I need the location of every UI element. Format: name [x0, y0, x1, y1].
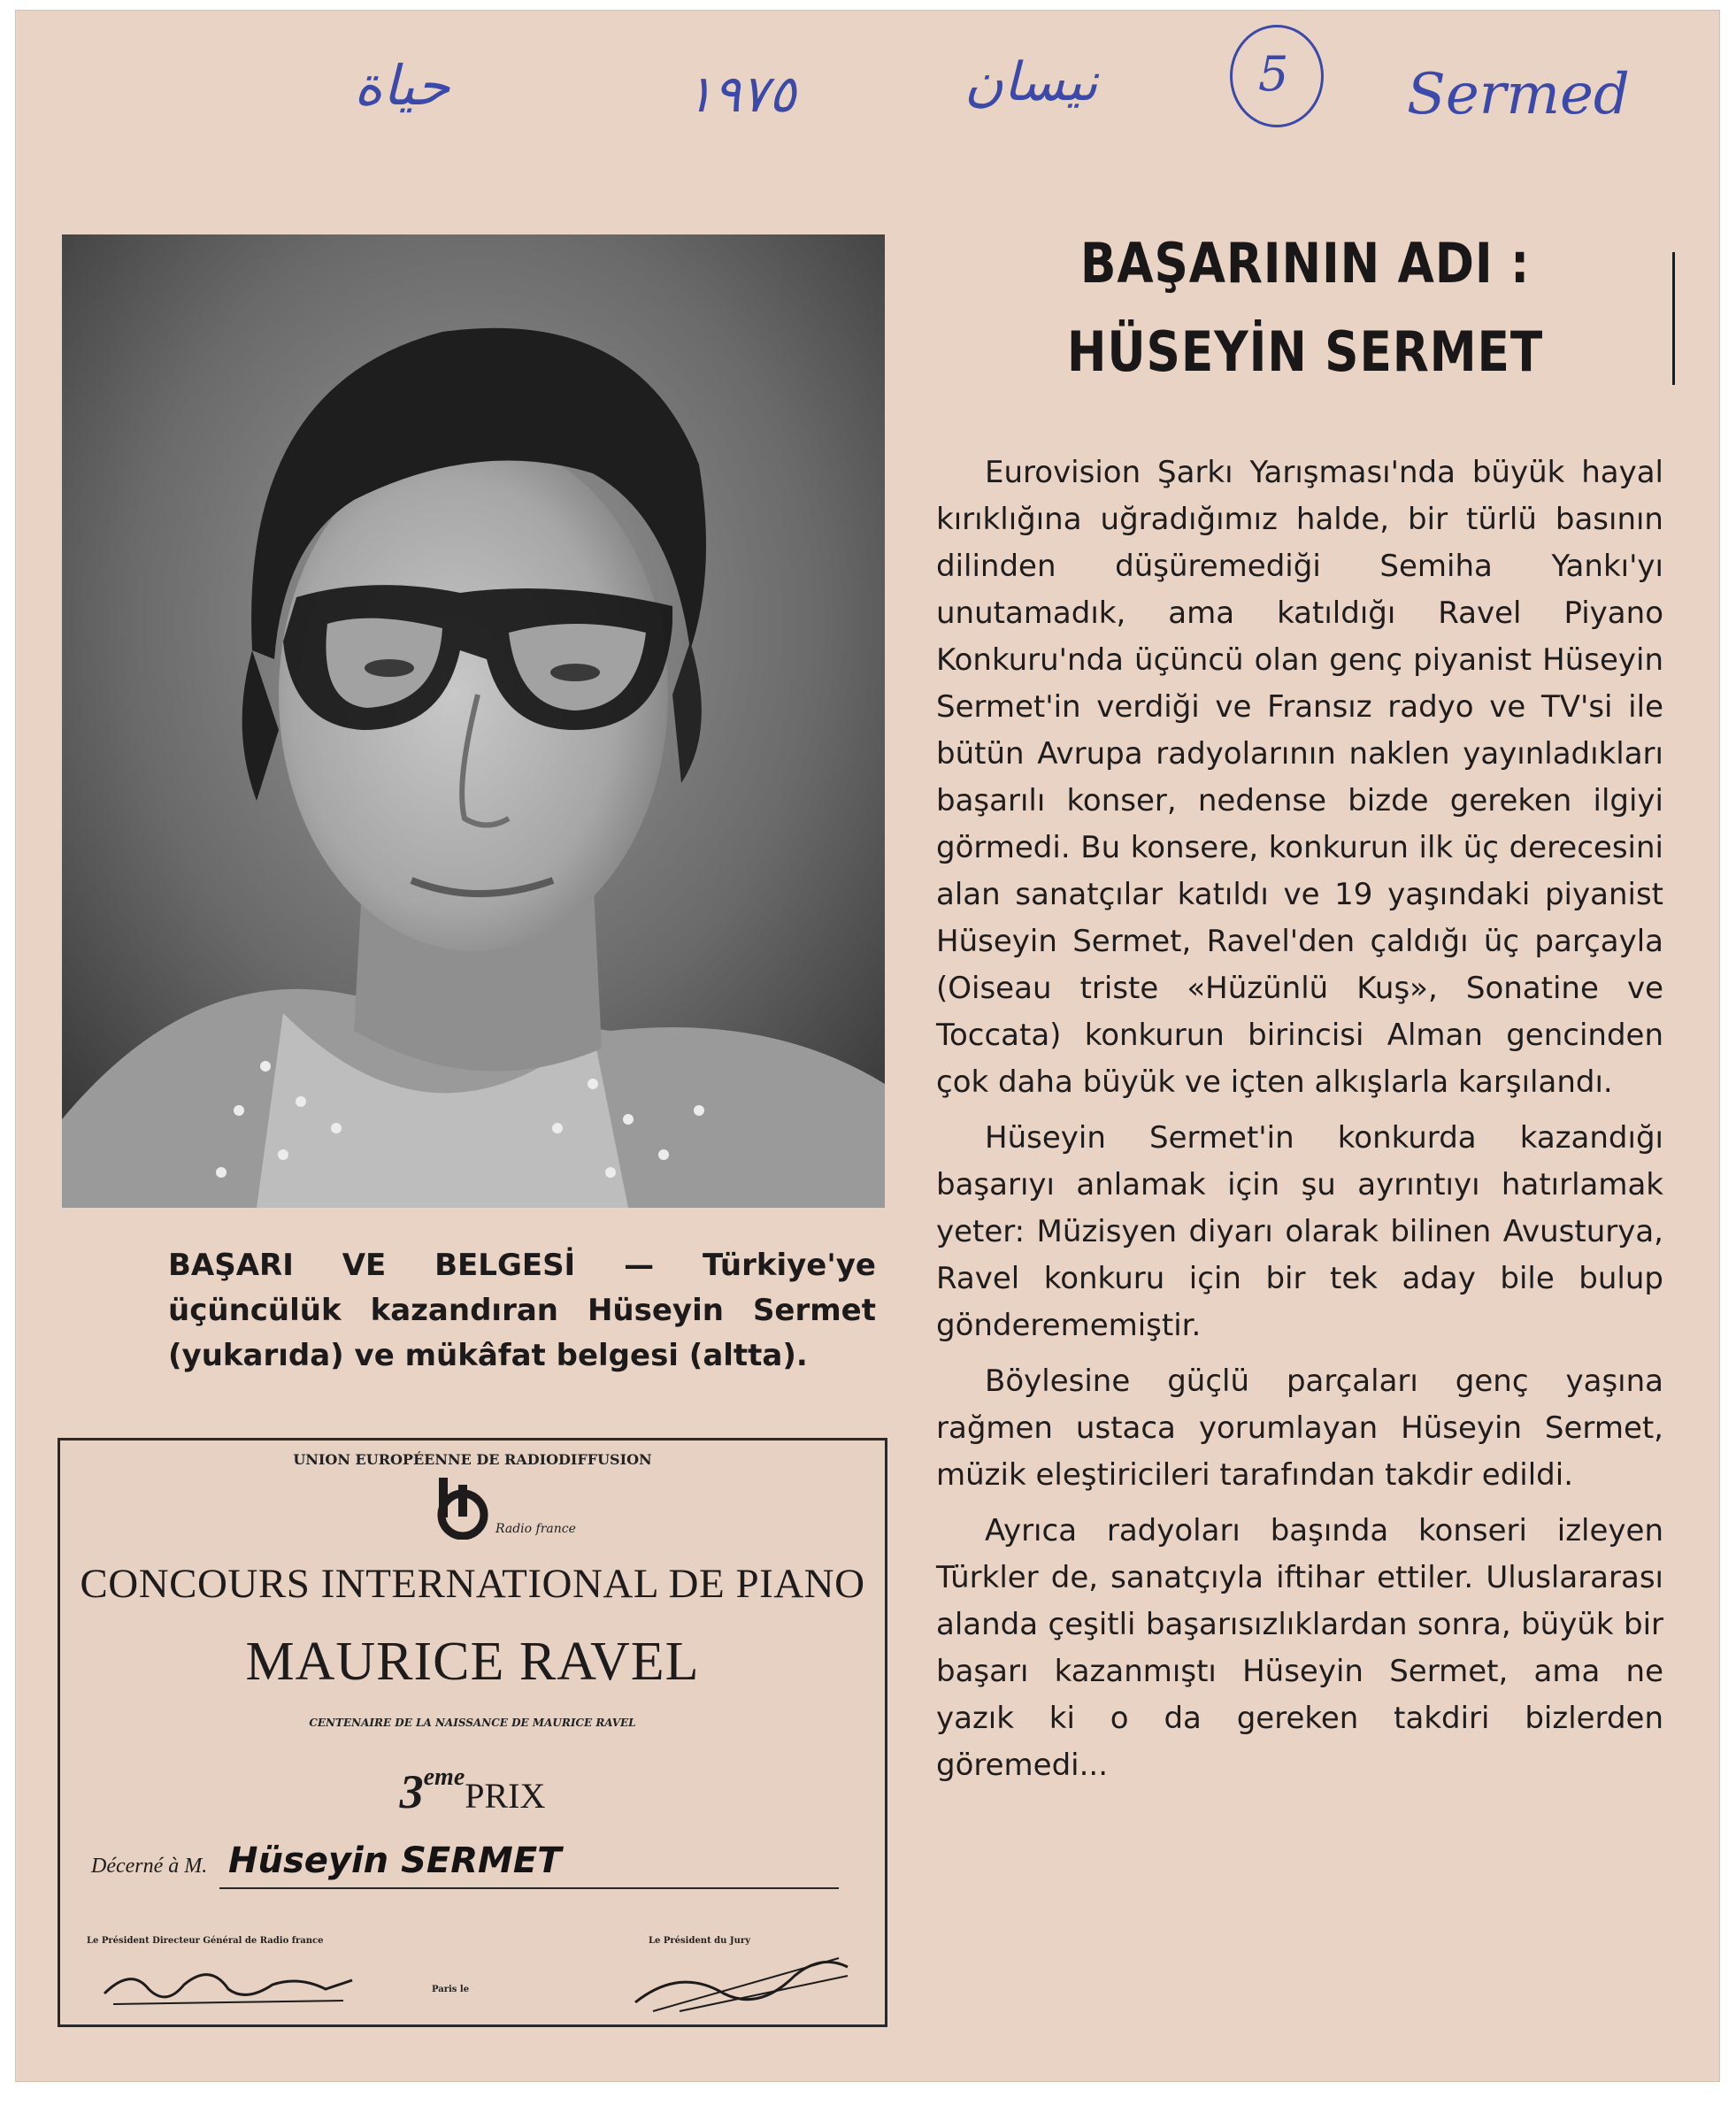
article-paragraph-1: Eurovision Şarkı Yarışması'nda büyük hayal kırıklığına uğradığımız halde, bir türlü basının dilinden düşüremediği Semiha Yankı'yı unutamadık, ama katıldığı Ravel Piyano Konkuru'nda üçüncü olan genç piyanist Hüseyin Sermet'in verdiği ve Fransız radyo ve TV'si ile bütün Avrupa radyolarının naklen yayınladıkları başarılı konser, nedense bizde gereken ilgiyi görmedi. Bu konsere, konkurun ilk üç derecesini alan sanatçılar katıldı ve 19 yaşındaki piyanist Hüseyin Sermet, Ravel'den çaldığı üç parçayla (Oiseau triste «Hüzünlü Kuş», Sonatine ve Toccata) konkurun birincisi Alman gencinden çok daha büyük ve içten alkışlarla karşılandı.: [936, 455, 1663, 1100]
portrait-photo: [62, 234, 885, 1208]
photo-caption: BAŞARI VE BELGESİ — Türkiye'ye üçüncülük kazandıran Hüseyin Sermet (yukarıda) ve mükâfat belgesi (altta).: [168, 1248, 876, 1373]
certificate-recipient: Hüseyin SERMET: [228, 1840, 562, 1881]
headline-line-2: HÜSEYİN SERMET: [1066, 319, 1544, 384]
headline-line-1: BAŞARININ ADI :: [1079, 231, 1531, 296]
certificate-decerne: Décerné à M.: [91, 1855, 208, 1878]
prize-suffix: eme: [423, 1763, 465, 1791]
article-paragraph-2: Hüseyin Sermet'in konkurda kazandığı başarıyı anlamak için şu ayrıntıyı hatırlamak yeter: Müzisyen diyarı olarak bilinen Avusturya, Ravel konkuru için bir tek aday bile bulup gönderememiştir.: [936, 1120, 1663, 1343]
certificate-centenaire: CENTENAIRE DE LA NAISSANCE DE MAURICE RAVEL: [309, 1717, 636, 1729]
certificate-place: Paris le: [432, 1985, 470, 1994]
certificate-prize: [60, 1763, 885, 1819]
handwritten-note-2: ١٩٧٥: [686, 64, 796, 124]
prize-word: PRIX: [465, 1776, 546, 1816]
handwritten-signature: Sermed: [1407, 62, 1630, 127]
certificate-logo-text: Radio france: [495, 1522, 576, 1536]
certificate-title: CONCOURS INTERNATIONAL DE PIANO: [80, 1561, 865, 1607]
certificate-union: UNION EUROPÉENNE DE RADIODIFFUSION: [293, 1451, 652, 1468]
prize-certificate: [58, 1438, 887, 2027]
handwritten-note-3: نيسان: [964, 51, 1098, 113]
handwritten-circled-digit: 5: [1258, 46, 1289, 102]
certificate-president-jury: Le Président du Jury: [649, 1936, 751, 1946]
certificate-name-line: [219, 1887, 839, 1889]
prize-number: 3: [399, 1765, 424, 1818]
radio-france-logo-icon: [423, 1478, 507, 1540]
article-paragraph-3: Böylesine güçlü parçaları genç yaşına rağmen ustaca yorumlayan Hüseyin Sermet, müzik eleştiricileri tarafından takdir edildi.: [936, 1364, 1663, 1493]
article-body: [936, 449, 1663, 1798]
certificate-president-director: Le Président Directeur Général de Radio france: [87, 1936, 324, 1946]
handwritten-note-1: حياة: [354, 53, 450, 118]
article-paragraph-4: Ayrıca radyoları başında konseri izleyen Türkler de, sanatçıyla iftihar ettiler. Uluslararası alanda çeşitli başarısızlıklardan sonra, büyük bir başarı kazanmıştı Hüseyin Sermet, ama ne yazık ki o da gereken takdiri bizlerden göremedi...: [936, 1513, 1663, 1783]
jury-signature-icon: [626, 1949, 856, 2016]
director-signature-icon: [96, 1958, 361, 2011]
certificate-composer: MAURICE RAVEL: [245, 1632, 700, 1692]
article-headline: [925, 219, 1686, 396]
